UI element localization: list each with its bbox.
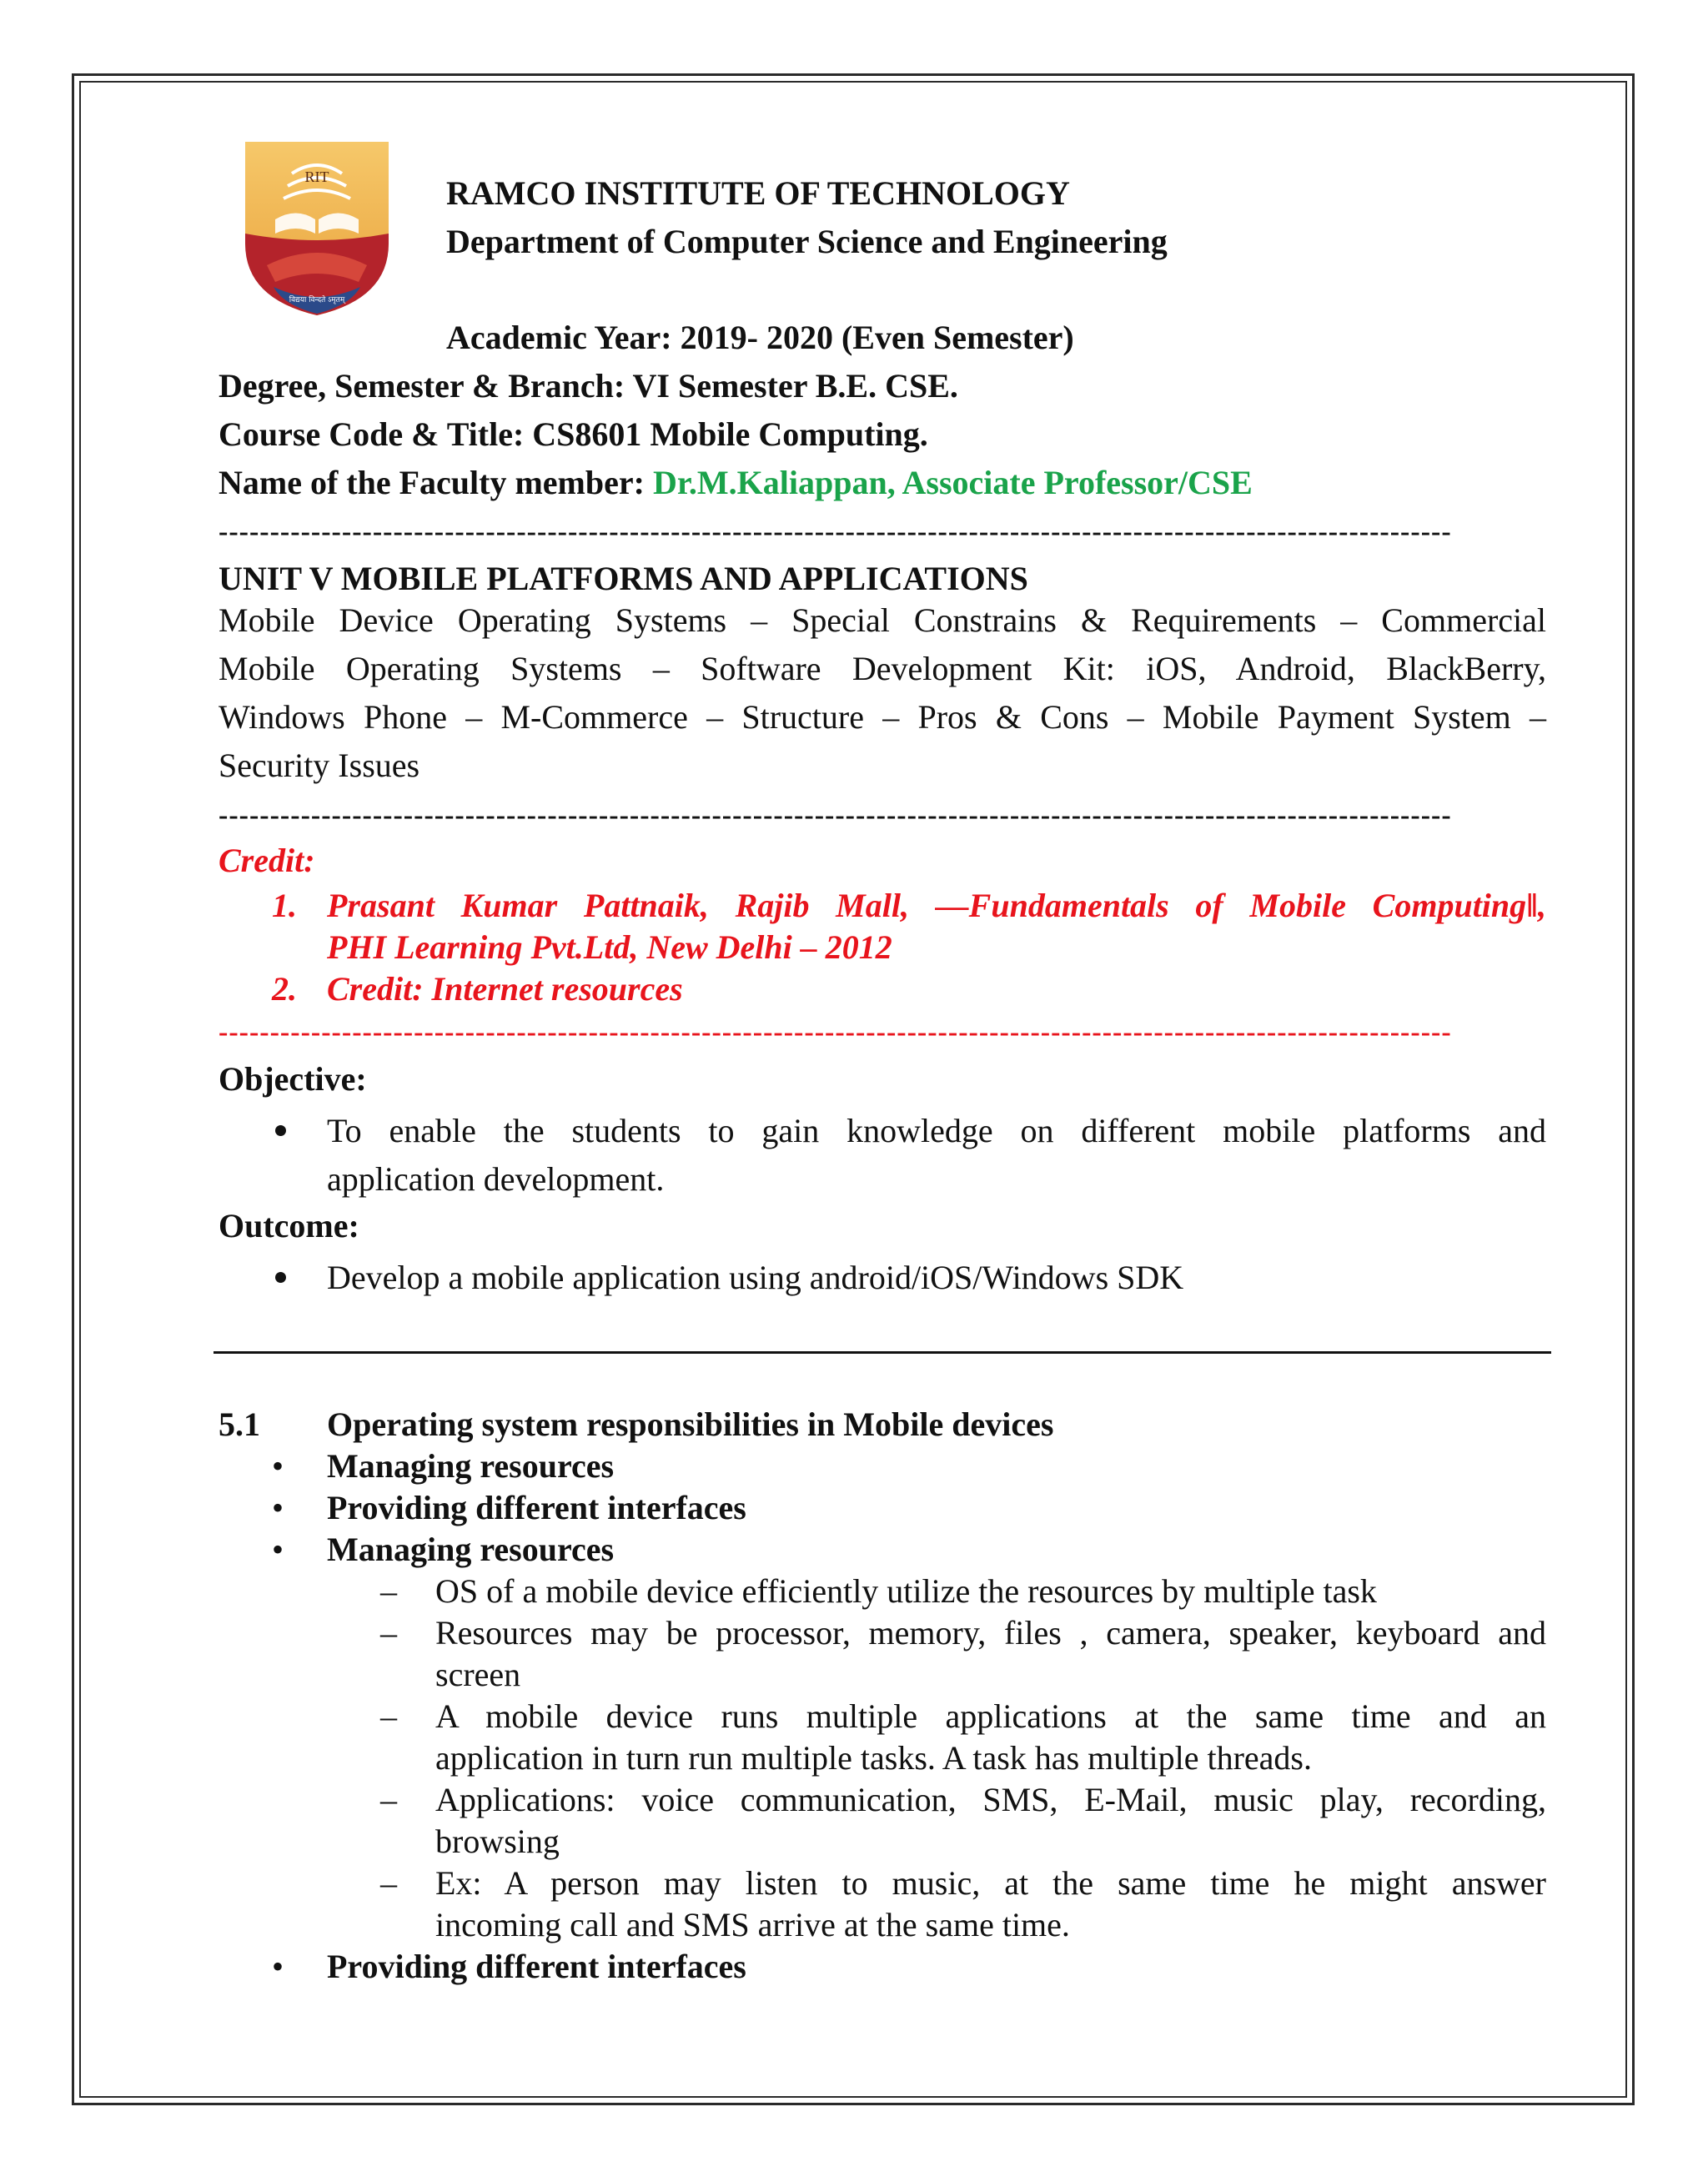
dash-item-2-line-1: Resources may be processor, memory, files , camera, speaker, keyboard and: [435, 1614, 1546, 1652]
bullet-managing-resources-detail: Managing resources: [327, 1531, 615, 1568]
dash-item-1: OS of a mobile device efficiently utilize the resources by multiple task: [435, 1572, 1377, 1610]
credit-item-1-line-2: PHI Learning Pvt.Ltd, New Delhi – 2012: [327, 928, 892, 966]
credit-num-1: 1.: [272, 887, 297, 924]
institute-logo: [242, 140, 392, 317]
objective-line-2: application development.: [327, 1160, 665, 1198]
academic-year: Academic Year: 2019- 2020 (Even Semester): [446, 319, 1074, 356]
degree-info: Degree, Semester & Branch: VI Semester B.E. CSE.: [219, 367, 958, 405]
objective-line-1: To enable the students to gain knowledge on different mobile platforms and: [327, 1112, 1546, 1149]
credit-item-2: Credit: Internet resources: [327, 970, 683, 1008]
divider-1: ------------------------------------------------------------------------------------------------------------------------: [219, 516, 1452, 547]
divider-2: ------------------------------------------------------------------------------------------------------------------------: [219, 800, 1452, 831]
unit-title: UNIT V MOBILE PLATFORMS AND APPLICATIONS: [219, 560, 1028, 597]
dash-item-5: [435, 1863, 1546, 1946]
bullet-providing-interfaces: Providing different interfaces: [327, 1489, 746, 1526]
department-name: Department of Computer Science and Engineering: [446, 223, 1168, 260]
dash-item-2: [435, 1612, 1546, 1696]
dash-char-5: –: [380, 1864, 397, 1902]
section-number: 5.1: [219, 1405, 260, 1443]
dash-char-3: –: [380, 1697, 397, 1735]
unit-line-2: Mobile Operating Systems – Software Development Kit: iOS, Android, BlackBerry,: [219, 650, 1546, 687]
objective-bullet: [275, 1125, 286, 1136]
divider-3: ------------------------------------------------------------------------------------------------------------------------: [219, 1017, 1452, 1048]
dash-char-2: –: [380, 1614, 397, 1652]
bullet-providing-interfaces-detail: Providing different interfaces: [327, 1948, 746, 1985]
dash-item-3-line-1: A mobile device runs multiple applications at the same time and an: [435, 1697, 1546, 1735]
outcome-heading: Outcome:: [219, 1207, 359, 1244]
unit-line-1: Mobile Device Operating Systems – Special Constrains & Requirements – Commercial: [219, 601, 1546, 639]
section-title: Operating system responsibilities in Mobile devices: [327, 1405, 1054, 1443]
logo-motto: विद्यया विन्दते ऽमृतम्: [289, 296, 345, 304]
credit-item-1: [327, 885, 1546, 968]
dash-item-4-line-1: Applications: voice communication, SMS, E-Mail, music play, recording,: [435, 1781, 1546, 1818]
faculty-label: Name of the Faculty member:: [219, 464, 653, 501]
dash-item-4: [435, 1779, 1546, 1863]
objective-heading: Objective:: [219, 1060, 367, 1098]
outcome-bullet: [275, 1272, 286, 1283]
unit-line-3: Windows Phone – M-Commerce – Structure – Pros & Cons – Mobile Payment System –: [219, 698, 1546, 736]
institute-name: RAMCO INSTITUTE OF TECHNOLOGY: [446, 174, 1070, 212]
bullet-char-3: •: [272, 1531, 284, 1568]
dash-item-4-line-2: browsing: [435, 1823, 560, 1860]
unit-description: [219, 596, 1546, 790]
section-rule: [214, 1351, 1551, 1354]
dash-item-3-line-2: application in turn run multiple tasks. A task has multiple threads.: [435, 1739, 1312, 1777]
outcome-text: Develop a mobile application using android/iOS/Windows SDK: [327, 1259, 1184, 1296]
bullet-char-2: •: [272, 1489, 284, 1526]
unit-line-4: Security Issues: [219, 747, 420, 784]
faculty-name: Dr.M.Kaliappan, Associate Professor/CSE: [652, 464, 1253, 501]
credit-num-2: 2.: [272, 970, 297, 1008]
bullet-managing-resources: Managing resources: [327, 1447, 615, 1485]
objective-text: [327, 1107, 1546, 1204]
credit-heading: Credit:: [219, 842, 315, 879]
bullet-char-4: •: [272, 1948, 284, 1985]
faculty-line: [219, 459, 1253, 507]
dash-char-4: –: [380, 1781, 397, 1818]
dash-item-5-line-2: incoming call and SMS arrive at the same time.: [435, 1906, 1070, 1943]
course-info: Course Code & Title: CS8601 Mobile Computing.: [219, 415, 928, 453]
logo-text: RIT: [304, 168, 329, 185]
dash-item-5-line-1: Ex: A person may listen to music, at the same time he might answer: [435, 1864, 1546, 1902]
dash-item-2-line-2: screen: [435, 1656, 521, 1693]
dash-char-1: –: [380, 1572, 397, 1610]
bullet-char-1: •: [272, 1447, 284, 1485]
dash-item-3: [435, 1696, 1546, 1779]
credit-item-1-line-1: Prasant Kumar Pattnaik, Rajib Mall, —Fundamentals of Mobile Computing‖,: [327, 887, 1546, 924]
